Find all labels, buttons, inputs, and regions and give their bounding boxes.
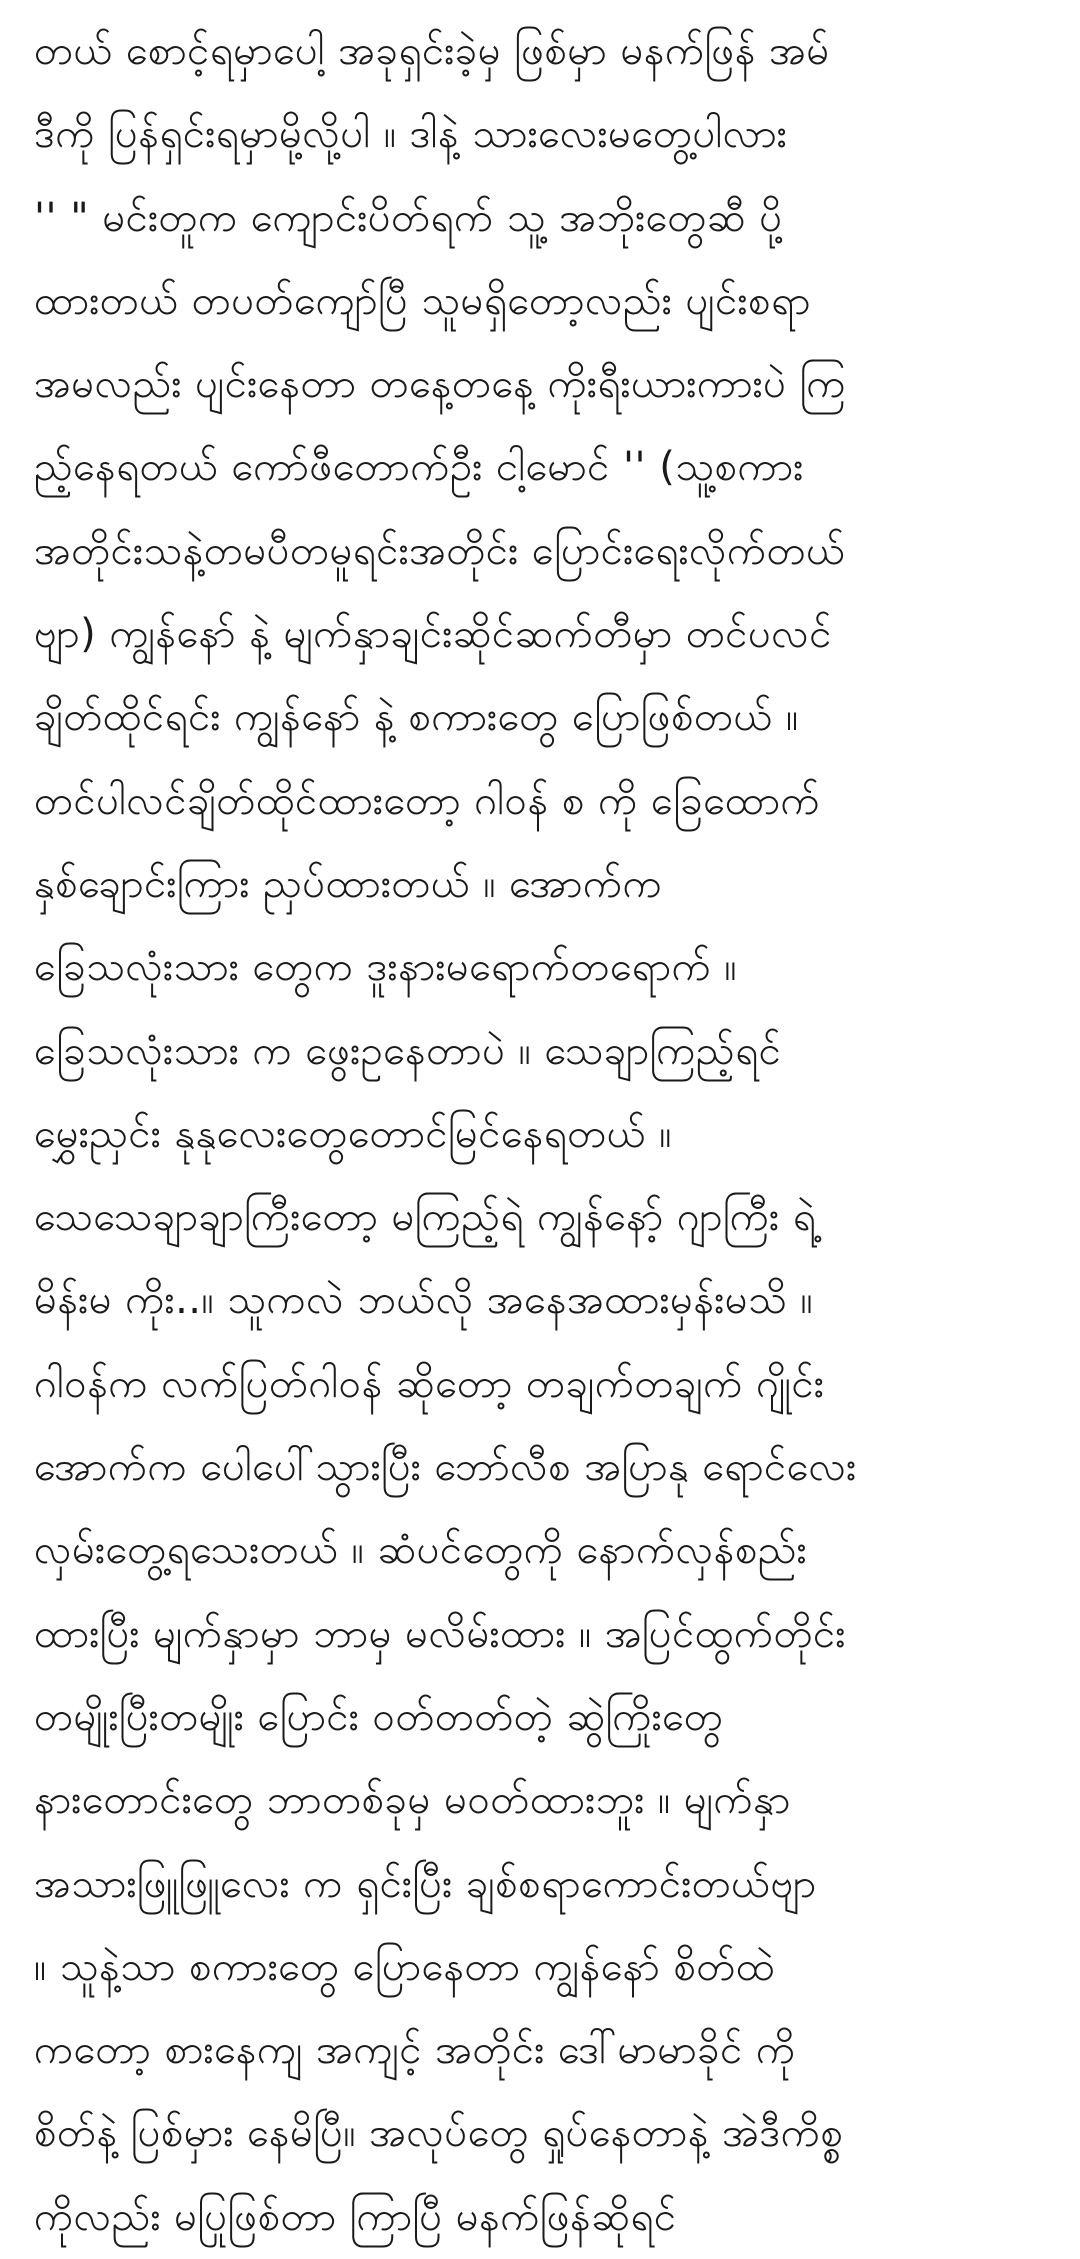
text-line: ည့်နေရတယ် ကော်ဖီတောက်ဦး ငါ့မောင် '' (သူ့စကား	[34, 444, 804, 491]
text-line: '' " မင်းတူက ကျောင်းပိတ်ရက် သူ့ အဘိုးတွေဆီ ပို့	[34, 194, 783, 241]
text-line: မွှေးညှင်း နုနုလေးတွေတောင်မြင်နေရတယ် ။	[34, 1110, 672, 1157]
text-line: အသားဖြူဖြူလေး က ရှင်းပြီး ချစ်စရာကောင်းတယ်ဗျာ	[34, 1860, 817, 1907]
text-line: အောက်က ပေါပေါ်သွားပြီး ဘော်လီစ အပြာနု ရောင်လေး	[34, 1444, 857, 1491]
text-line: ။ သူနဲ့သာ စကားတွေ ပြောနေတာ ကျွန်နော် စိတ်ထဲ	[34, 1943, 776, 1990]
text-line: နှစ်ချောင်းကြား ညှပ်ထားတယ် ။ အောက်က	[34, 860, 663, 907]
text-line: ခြေသလုံးသား တွေက ဒူးနားမရောက်တရောက် ။	[34, 944, 738, 991]
text-line: စိတ်နဲ့ ပြစ်မှား နေမိပြီ။ အလုပ်တွေ ရှုပ်နေတာနဲ့ အဲဒီကိစ္စ	[34, 2110, 844, 2157]
text-line: တယ် စောင့်ရမှာပေါ့ အခုရှင်းခဲ့မှ ဖြစ်မှာ မနက်ဖြန် အမ်	[34, 28, 830, 74]
text-line: ခြေသလုံးသား က ဖွေးဥနေတာပဲ ။ သေချာကြည့်ရင်	[34, 1027, 782, 1074]
text-line: ထားပြီး မျက်နှာမှာ ဘာမှ မလိမ်းထား ။ အပြင်ထွက်တိုင်း	[34, 1610, 846, 1657]
text-line: ကတော့ စားနေကျ အကျင့် အတိုင်း ဒေါ်မာမာခိုင် ကို	[34, 2027, 796, 2074]
text-line: ချိတ်ထိုင်ရင်း ကျွန်နော် နဲ့ စကားတွေ ပြောဖြစ်တယ် ။	[34, 694, 799, 741]
text-line: ဂါဝန်က လက်ပြတ်ဂါဝန် ဆိုတော့ တချက်တချက် ဂျိုင်း	[34, 1360, 825, 1407]
text-line: ဗျာ) ကျွန်နော် နဲ့ မျက်နှာချင်းဆိုင်ဆက်တီမှာ တင်ပလင်	[34, 611, 832, 658]
text-line: မိန်းမ ကိုး..။ သူကလဲ ဘယ်လို အနေအထားမှန်းမသိ ။	[34, 1277, 814, 1324]
text-line-cut-off: ကိုလည်း မပြုဖြစ်တာ ကြာပြီ မနက်ဖြန်ဆိုရင်	[34, 2193, 677, 2240]
text-line: အမလည်း ပျင်းနေတာ တနေ့တနေ့ ကိုးရီးယားကားပဲ ကြ	[34, 361, 847, 408]
text-line: တင်ပါလင်ချိတ်ထိုင်ထားတော့ ဂါဝန် စ ကို ခြေထောက်	[34, 777, 821, 824]
text-line: သေသေချာချာကြီးတော့ မကြည့်ရဲ ကျွန်နော့် ဂျာကြီး ရဲ့	[34, 1194, 817, 1241]
text-line: တမျိုးပြီးတမျိုး ပြောင်း ဝတ်တတ်တဲ့ ဆွဲကြိုးတွေ	[34, 1693, 724, 1740]
text-line: အတိုင်းသနဲ့တမပီတမူရင်းအတိုင်း ပြောင်းရေးလိုက်တယ်	[34, 527, 846, 574]
text-line: ထားတယ် တပတ်ကျော်ပြီ သူမရှိတော့လည်း ပျင်းစရာ	[34, 277, 811, 324]
text-line: နားတောင်းတွေ ဘာတစ်ခုမှ မဝတ်ထားဘူး ။ မျက်နှာ	[34, 1777, 791, 1824]
text-line: ဒီကို ပြန်ရှင်းရမှာမို့လို့ပါ ။ ဒါနဲ့ သားလေးမတွေ့ပါလား	[34, 111, 788, 158]
story-text-column	[34, 10, 1050, 2240]
text-line: လှမ်းတွေ့ရသေးတယ် ။ ဆံပင်တွေကို နောက်လှန်စည်း	[34, 1527, 808, 1574]
